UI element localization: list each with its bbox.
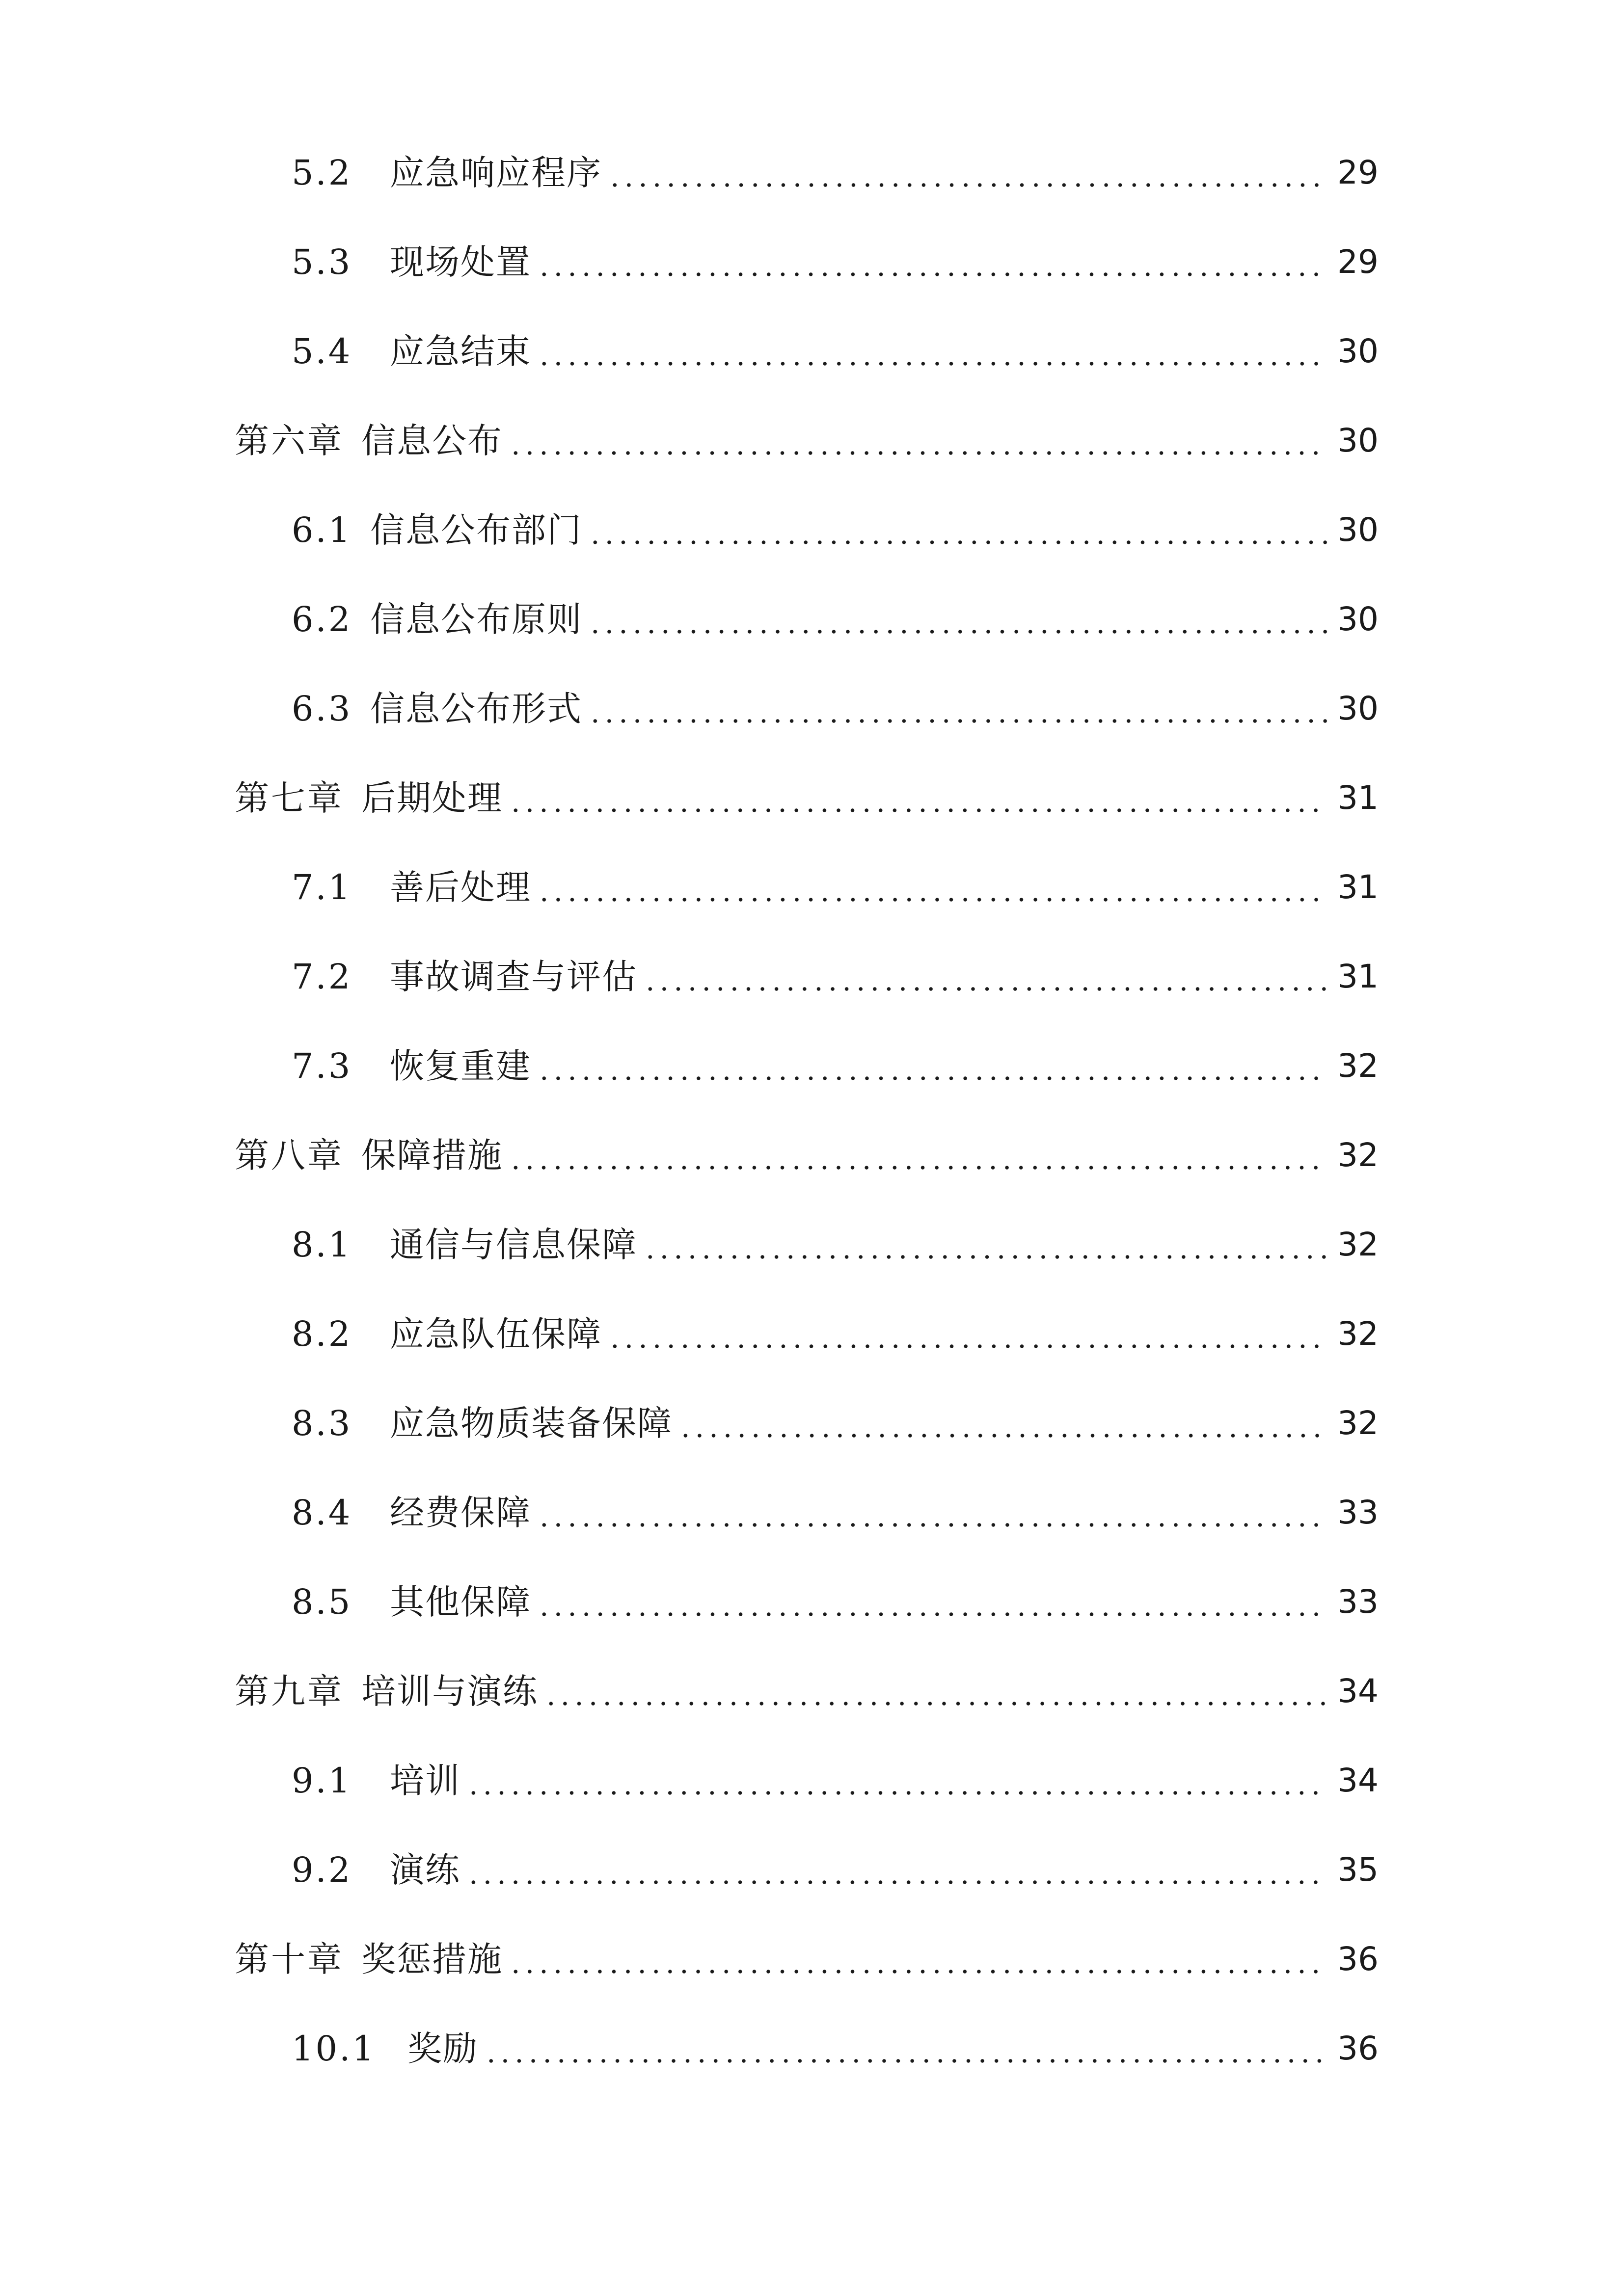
toc-entry-number: 5.4 xyxy=(292,331,352,372)
toc-entry-number: 第七章 xyxy=(235,778,344,818)
toc-entry-title: 奖惩措施 xyxy=(361,1939,503,1979)
toc-entry-chapter-7[interactable] xyxy=(235,769,1379,828)
toc-entry-page: 32 xyxy=(1337,1047,1379,1085)
toc-entry-number: 6.1 xyxy=(292,510,352,550)
toc-entry-page: 33 xyxy=(1337,1494,1379,1531)
toc-entry-title: 保障措施 xyxy=(361,1135,503,1175)
toc-entry-page: 35 xyxy=(1337,1851,1379,1889)
toc-entry-number: 8.3 xyxy=(292,1403,352,1443)
toc-entry-number: 第十章 xyxy=(235,1939,344,1979)
toc-entry-title: 信息公布形式 xyxy=(370,689,582,729)
dot-leader xyxy=(465,1853,1327,1887)
toc-entry-5-2[interactable] xyxy=(292,143,1379,202)
toc-entry-title: 其他保障 xyxy=(390,1582,531,1622)
toc-entry-5-4[interactable] xyxy=(292,322,1379,381)
toc-entry-number: 7.2 xyxy=(292,957,352,997)
toc-entry-title: 信息公布 xyxy=(361,421,503,461)
toc-entry-page: 30 xyxy=(1337,690,1379,727)
toc-entry-title: 事故调查与评估 xyxy=(390,957,637,997)
toc-entry-title: 应急物质装备保障 xyxy=(390,1403,673,1443)
toc-entry-page: 31 xyxy=(1337,868,1379,906)
dot-leader xyxy=(508,1138,1327,1173)
dot-leader xyxy=(607,156,1327,190)
toc-entry-number: 8.5 xyxy=(292,1582,352,1622)
dot-leader xyxy=(536,245,1327,279)
toc-entry-8-2[interactable] xyxy=(292,1305,1379,1363)
toc-entry-chapter-10[interactable] xyxy=(235,1930,1379,1989)
dot-leader xyxy=(587,692,1327,726)
dot-leader xyxy=(607,1317,1327,1351)
toc-entry-number: 8.1 xyxy=(292,1225,352,1265)
toc-entry-8-3[interactable] xyxy=(292,1394,1379,1453)
toc-entry-number: 6.3 xyxy=(292,689,352,729)
toc-entry-number: 第八章 xyxy=(235,1135,344,1175)
toc-entry-7-1[interactable] xyxy=(292,858,1379,917)
toc-entry-title: 善后处理 xyxy=(390,867,531,908)
toc-entry-page: 30 xyxy=(1337,332,1379,370)
toc-entry-chapter-8[interactable] xyxy=(235,1126,1379,1185)
toc-entry-chapter-9[interactable] xyxy=(235,1662,1379,1721)
toc-entry-6-2[interactable] xyxy=(292,590,1379,649)
toc-entry-number: 8.2 xyxy=(292,1314,352,1354)
toc-entry-number: 5.2 xyxy=(292,153,352,193)
toc-entry-number: 10.1 xyxy=(292,2029,376,2069)
dot-leader xyxy=(536,870,1327,905)
toc-entry-title: 培训 xyxy=(390,1761,460,1801)
toc-entry-page: 36 xyxy=(1337,1940,1379,1978)
dot-leader xyxy=(677,1406,1327,1441)
toc-entry-title: 奖励 xyxy=(407,2029,478,2069)
toc-entry-number: 9.1 xyxy=(292,1761,352,1801)
toc-entry-title: 经费保障 xyxy=(390,1493,531,1533)
toc-entry-8-4[interactable] xyxy=(292,1483,1379,1542)
toc-entry-title: 演练 xyxy=(390,1850,460,1890)
toc-entry-title: 应急响应程序 xyxy=(390,153,602,193)
toc-entry-9-2[interactable] xyxy=(292,1841,1379,1899)
toc-entry-title: 恢复重建 xyxy=(390,1046,531,1086)
toc-entry-page: 30 xyxy=(1337,600,1379,638)
toc-entry-page: 29 xyxy=(1337,154,1379,191)
toc-entry-page: 34 xyxy=(1337,1762,1379,1799)
toc-entry-number: 6.2 xyxy=(292,599,352,640)
toc-entry-page: 31 xyxy=(1337,779,1379,817)
toc-entry-number: 第六章 xyxy=(235,421,344,461)
toc-entry-page: 32 xyxy=(1337,1315,1379,1353)
dot-leader xyxy=(543,1674,1327,1709)
dot-leader xyxy=(508,424,1327,458)
toc-entry-page: 32 xyxy=(1337,1136,1379,1174)
toc-entry-number: 9.2 xyxy=(292,1850,352,1890)
toc-entry-10-1[interactable] xyxy=(292,2019,1379,2078)
dot-leader xyxy=(642,1228,1327,1262)
dot-leader xyxy=(642,960,1327,994)
toc-entry-title: 应急结束 xyxy=(390,331,531,372)
toc-entry-number: 8.4 xyxy=(292,1493,352,1533)
toc-entry-title: 通信与信息保障 xyxy=(390,1225,637,1265)
dot-leader xyxy=(536,1495,1327,1530)
toc-entry-page: 29 xyxy=(1337,243,1379,281)
toc-entry-page: 36 xyxy=(1337,2029,1379,2067)
dot-leader xyxy=(536,1585,1327,1619)
toc-entry-9-1[interactable] xyxy=(292,1751,1379,1810)
toc-entry-page: 32 xyxy=(1337,1404,1379,1442)
toc-entry-page: 34 xyxy=(1337,1672,1379,1710)
toc-entry-8-5[interactable] xyxy=(292,1573,1379,1631)
dot-leader xyxy=(508,1942,1327,1976)
toc-entry-title: 现场处置 xyxy=(390,242,531,282)
dot-leader xyxy=(508,781,1327,815)
toc-entry-number: 5.3 xyxy=(292,242,352,282)
dot-leader xyxy=(587,513,1327,547)
toc-entry-number: 第九章 xyxy=(235,1671,344,1711)
toc-entry-page: 30 xyxy=(1337,511,1379,549)
dot-leader xyxy=(587,602,1327,637)
toc-entry-page: 33 xyxy=(1337,1583,1379,1621)
toc-entry-number: 7.1 xyxy=(292,867,352,908)
toc-entry-page: 31 xyxy=(1337,958,1379,995)
toc-entry-5-3[interactable] xyxy=(292,233,1379,292)
dot-leader xyxy=(536,1049,1327,1083)
dot-leader xyxy=(536,334,1327,369)
toc-entry-page: 32 xyxy=(1337,1226,1379,1263)
toc-entry-6-1[interactable] xyxy=(292,501,1379,560)
toc-entry-title: 培训与演练 xyxy=(361,1671,538,1711)
toc-entry-number: 7.3 xyxy=(292,1046,352,1086)
toc-entry-page: 30 xyxy=(1337,422,1379,459)
dot-leader xyxy=(465,1763,1327,1798)
toc-entry-chapter-6[interactable] xyxy=(235,411,1379,470)
toc-entry-title: 后期处理 xyxy=(361,778,503,818)
toc-entry-6-3[interactable] xyxy=(292,679,1379,738)
toc-entry-7-3[interactable] xyxy=(292,1037,1379,1095)
toc-entry-8-1[interactable] xyxy=(292,1215,1379,1274)
toc-entry-7-2[interactable] xyxy=(292,947,1379,1006)
toc-entry-title: 信息公布原则 xyxy=(370,599,582,640)
dot-leader xyxy=(483,2031,1327,2066)
toc-entry-title: 信息公布部门 xyxy=(370,510,582,550)
toc-entry-title: 应急队伍保障 xyxy=(390,1314,602,1354)
